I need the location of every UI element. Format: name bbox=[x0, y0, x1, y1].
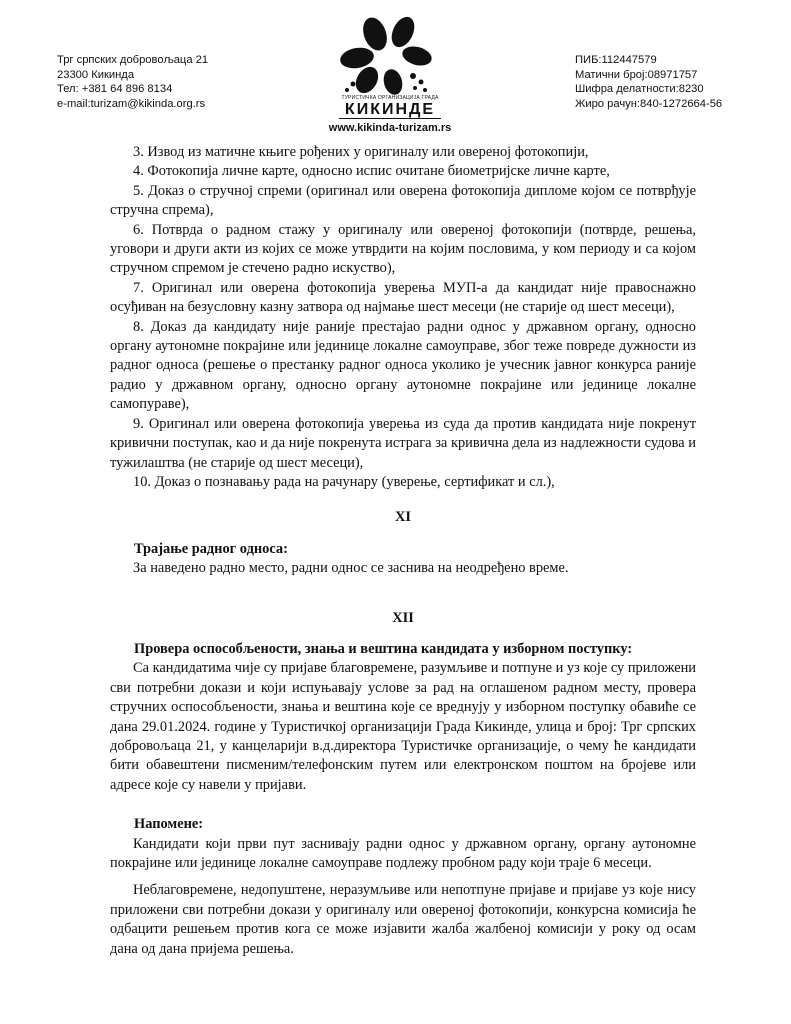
notes-paragraph-2: Неблаговремене, недопуштене, неразумљиве или непотпуне пријаве и пријаве уз које нису приложени сви потребни докази у оригиналу или овереној фотокопији, конкурсна комисија ће одбацити решењем против кога се може изјавити жалба жалбеној комисији у року од осам дана од дана пријема решења. bbox=[110, 882, 696, 957]
list-item-9: 9. Оригинал или оверена фотокопија уверења из суда да против кандидата није покренут кривични поступак, као и да није покренута истрага за кривична дела из надлежности судова и тужилаштва (не старије од шест месеци), bbox=[110, 415, 696, 471]
header-email-line: e-mail:turizam@kikinda.org.rs bbox=[57, 97, 206, 110]
section-xii-numeral: XII bbox=[392, 609, 414, 626]
notes-title: Напомене: bbox=[134, 816, 204, 833]
list-item-7: 7. Оригинал или оверена фотокопија уверења МУП-а да кандидат није правоснажно осуђиван на безусловну казну затвора од најмање шест месеци (не старије од шест месеци), bbox=[110, 279, 696, 316]
header-activity-code-line: Шифра делатности:8230 bbox=[575, 83, 704, 96]
list-item-8: 8. Доказ да кандидату није раније престајао радни однос у државном органу, односно органу аутономне покрајине или јединице локалне самоуправе, због теже повреде дужности из радног односа (решење о престанку радног односа уколико је учесник јавног конкурса раније радио у државном органу, односно органу аутономне покрајине или јединице локалне самопураве), bbox=[110, 318, 696, 413]
section-xi-numeral: XI bbox=[395, 509, 411, 526]
header-pib-line: ПИБ:112447579 bbox=[575, 54, 657, 66]
section-xii-title: Провера оспособљености, знања и вештина кандидата у изборном поступку: bbox=[134, 640, 633, 657]
header-phone-line: Тел: +381 64 896 8134 bbox=[57, 83, 173, 96]
header-registry-block bbox=[575, 53, 722, 111]
section-xi-title: Трајање радног односа: bbox=[134, 540, 288, 557]
website-link[interactable]: www.kikinda-turizam.rs bbox=[328, 122, 452, 134]
list-item-10: 10. Доказ о познавању рада на рачунару (уверење, сертификат и сл.), bbox=[133, 473, 555, 490]
list-item-4: 4. Фотокопија личне карте, односно испис очитане биометријске личне карте, bbox=[133, 163, 610, 180]
list-item-6: 6. Потврда о радном стажу у оригиналу или овереној фотокопији (потврде, решења, уговори и други акти из којих се може утврдити на којим пословима, у ком периоду и са којом стручном спремом је стечено радно искуство), bbox=[110, 221, 696, 277]
list-item-5: 5. Доказ о стручној спреми (оригинал или оверена фотокопија дипломе којом се потврђује стручна спрема), bbox=[110, 182, 696, 219]
header-address-line: Трг српских добровољаца 21 bbox=[57, 54, 209, 66]
header-registry-number-line: Матични број:08971757 bbox=[575, 68, 698, 81]
header-address-block bbox=[57, 53, 208, 111]
section-xii-text: Са кандидатима чије су пријаве благовремене, разумљиве и потпуне и уз које су приложени сви потребни докази и који испуњавају услове за рад на оглашеном радном месту, провера стручних оспособљености, знања и вештина које се вреднују у изборном поступку обавиће се дана 29.01.2024. године у Туристичкој организацији Града Кикинде, улица и број: Трг српских добровољаца 21, у канцеларији в.д.директора Туристичке организације, о чему ће кандидати бити обавештени писменим/телефонским путем или електронском поштом на бројеве или адресе које су навели у пријави. bbox=[110, 660, 696, 793]
section-xi-text: За наведено радно место, радни однос се заснива на неодређено време. bbox=[133, 560, 569, 577]
document-body bbox=[110, 143, 696, 959]
logo-underline bbox=[339, 118, 441, 119]
list-item-3: 3. Извод из матичне књиге рођених у оригиналу или овереној фотокопији, bbox=[133, 144, 589, 160]
header-bank-account-line: Жиро рачун:840-1272664-56 bbox=[575, 97, 723, 110]
notes-paragraph-1: Кандидати који први пут заснивају радни однос у државном органу, органу аутономне покрајине или јединице локалне самоуправе подлежу пробном раду који траје 6 месеци. bbox=[110, 835, 696, 871]
header-postcode-line: 23300 Кикинда bbox=[57, 68, 135, 81]
logo-name: КИКИНДЕ bbox=[344, 101, 436, 118]
logo-subtitle: ТУРИСТИЧКА ОРГАНИЗАЦИЈА ГРАДА bbox=[341, 95, 439, 101]
